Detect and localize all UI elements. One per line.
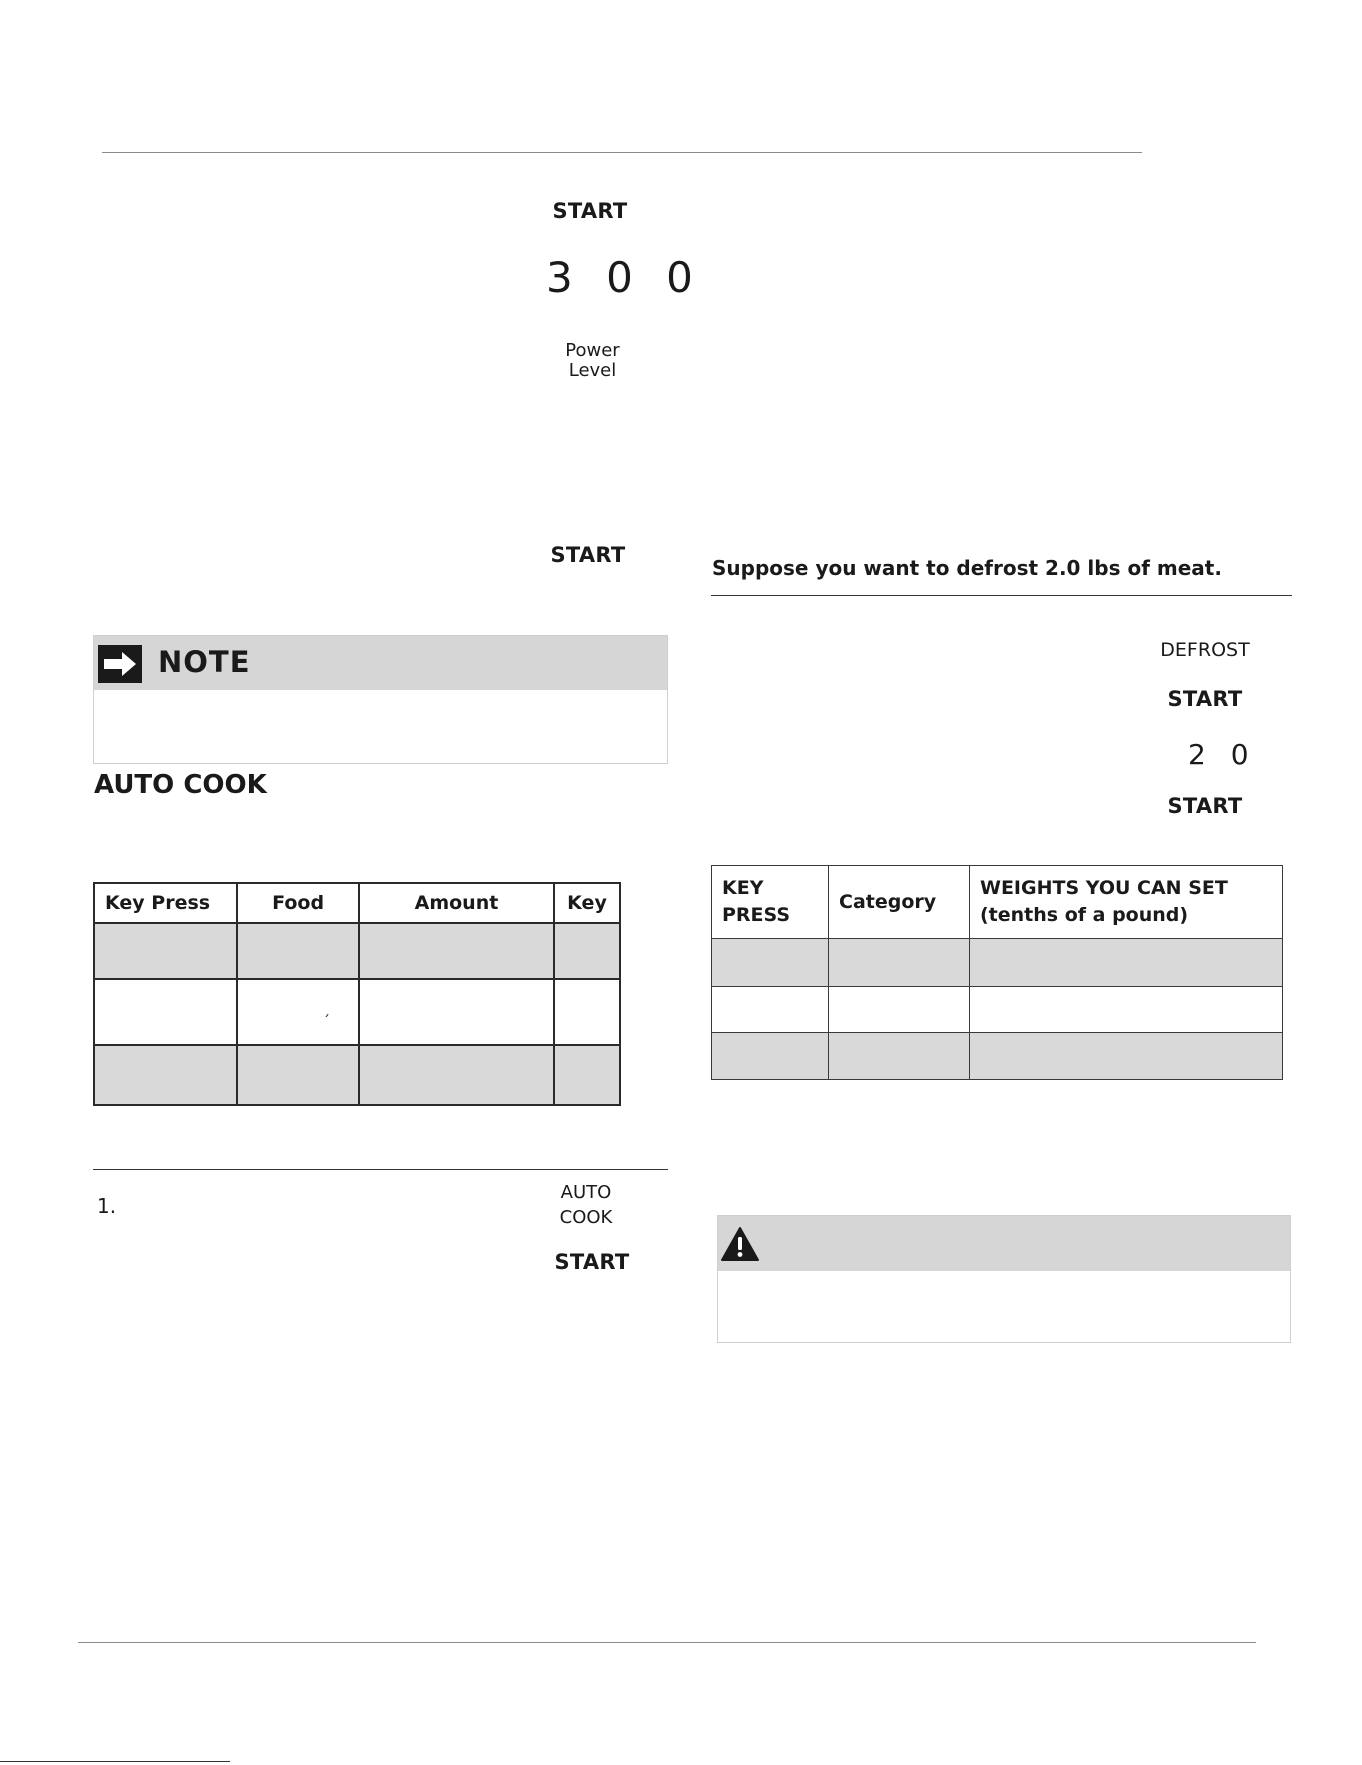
table-row — [712, 1033, 1283, 1080]
table-cell — [94, 979, 237, 1045]
table-cell — [829, 1033, 970, 1080]
table-header-cell: Category — [829, 866, 970, 939]
table-cell — [554, 1045, 620, 1105]
start-key-label: START — [550, 543, 626, 567]
table-header-row — [712, 866, 1283, 939]
defrost-key-label: DEFROST — [1160, 639, 1250, 661]
weights-header-line-1: WEIGHTS YOU CAN SET — [980, 877, 1228, 899]
defrost-example-heading: Suppose you want to defrost 2.0 lbs of meat. — [712, 556, 1222, 580]
table-header-cell: Amount — [359, 883, 554, 923]
table-header-cell: Key — [554, 883, 620, 923]
table-cell — [359, 923, 554, 979]
top-divider — [102, 152, 1142, 153]
display-readout-20: 2 0 — [1188, 738, 1257, 771]
auto-cook-key-line-1: AUTO — [560, 1182, 612, 1203]
table-cell — [554, 979, 620, 1045]
note-title: NOTE — [158, 645, 251, 679]
display-readout-300: 3 0 0 — [546, 253, 703, 302]
auto-cook-key-line-2: COOK — [559, 1207, 613, 1228]
table-header-cell — [712, 866, 829, 939]
note-box — [93, 635, 668, 764]
table-cell — [94, 923, 237, 979]
table-row — [712, 939, 1283, 987]
power-level-key-label — [540, 341, 645, 381]
table-header-cell: Food — [237, 883, 359, 923]
table-row — [712, 987, 1283, 1033]
section-divider — [93, 1169, 668, 1170]
table-header-cell: Key Press — [94, 883, 237, 923]
table-header-row — [94, 883, 620, 923]
table-row — [94, 923, 620, 979]
key-press-header-line-1: KEY — [722, 877, 764, 899]
key-press-header-line-2: PRESS — [722, 904, 791, 926]
defrost-weights-table — [711, 865, 1283, 1080]
table-cell — [712, 939, 829, 987]
power-level-line-1: Power — [565, 340, 620, 361]
auto-cook-heading: AUTO COOK — [94, 770, 267, 800]
table-cell — [829, 939, 970, 987]
table-cell — [970, 987, 1283, 1033]
table-row — [94, 1045, 620, 1105]
power-level-line-2: Level — [568, 360, 617, 381]
auto-cook-key-label — [546, 1180, 626, 1230]
start-key-label: START — [1167, 794, 1243, 818]
example-divider — [711, 595, 1292, 596]
table-cell — [712, 987, 829, 1033]
footer-edge-line — [0, 1761, 230, 1762]
table-cell — [829, 987, 970, 1033]
step-number: 1. — [97, 1194, 117, 1218]
table-cell — [237, 923, 359, 979]
table-cell — [970, 939, 1283, 987]
note-header-band — [94, 636, 667, 690]
start-key-label: START — [552, 199, 628, 223]
table-cell — [554, 923, 620, 979]
table-cell — [359, 979, 554, 1045]
table-cell: ´ — [237, 979, 359, 1045]
warning-header-band — [718, 1216, 1290, 1271]
start-key-label: START — [1167, 687, 1243, 711]
arrow-right-icon — [98, 645, 142, 683]
start-key-label: START — [554, 1250, 630, 1274]
table-cell — [359, 1045, 554, 1105]
warning-triangle-icon — [720, 1226, 760, 1262]
table-cell — [237, 1045, 359, 1105]
table-cell — [970, 1033, 1283, 1080]
table-cell — [94, 1045, 237, 1105]
weights-header-line-2: (tenths of a pound) — [980, 904, 1189, 926]
table-header-cell — [970, 866, 1283, 939]
bottom-divider — [78, 1642, 1256, 1643]
warning-box — [717, 1215, 1291, 1343]
table-cell — [712, 1033, 829, 1080]
auto-cook-table — [93, 882, 621, 1106]
table-row — [94, 979, 620, 1045]
